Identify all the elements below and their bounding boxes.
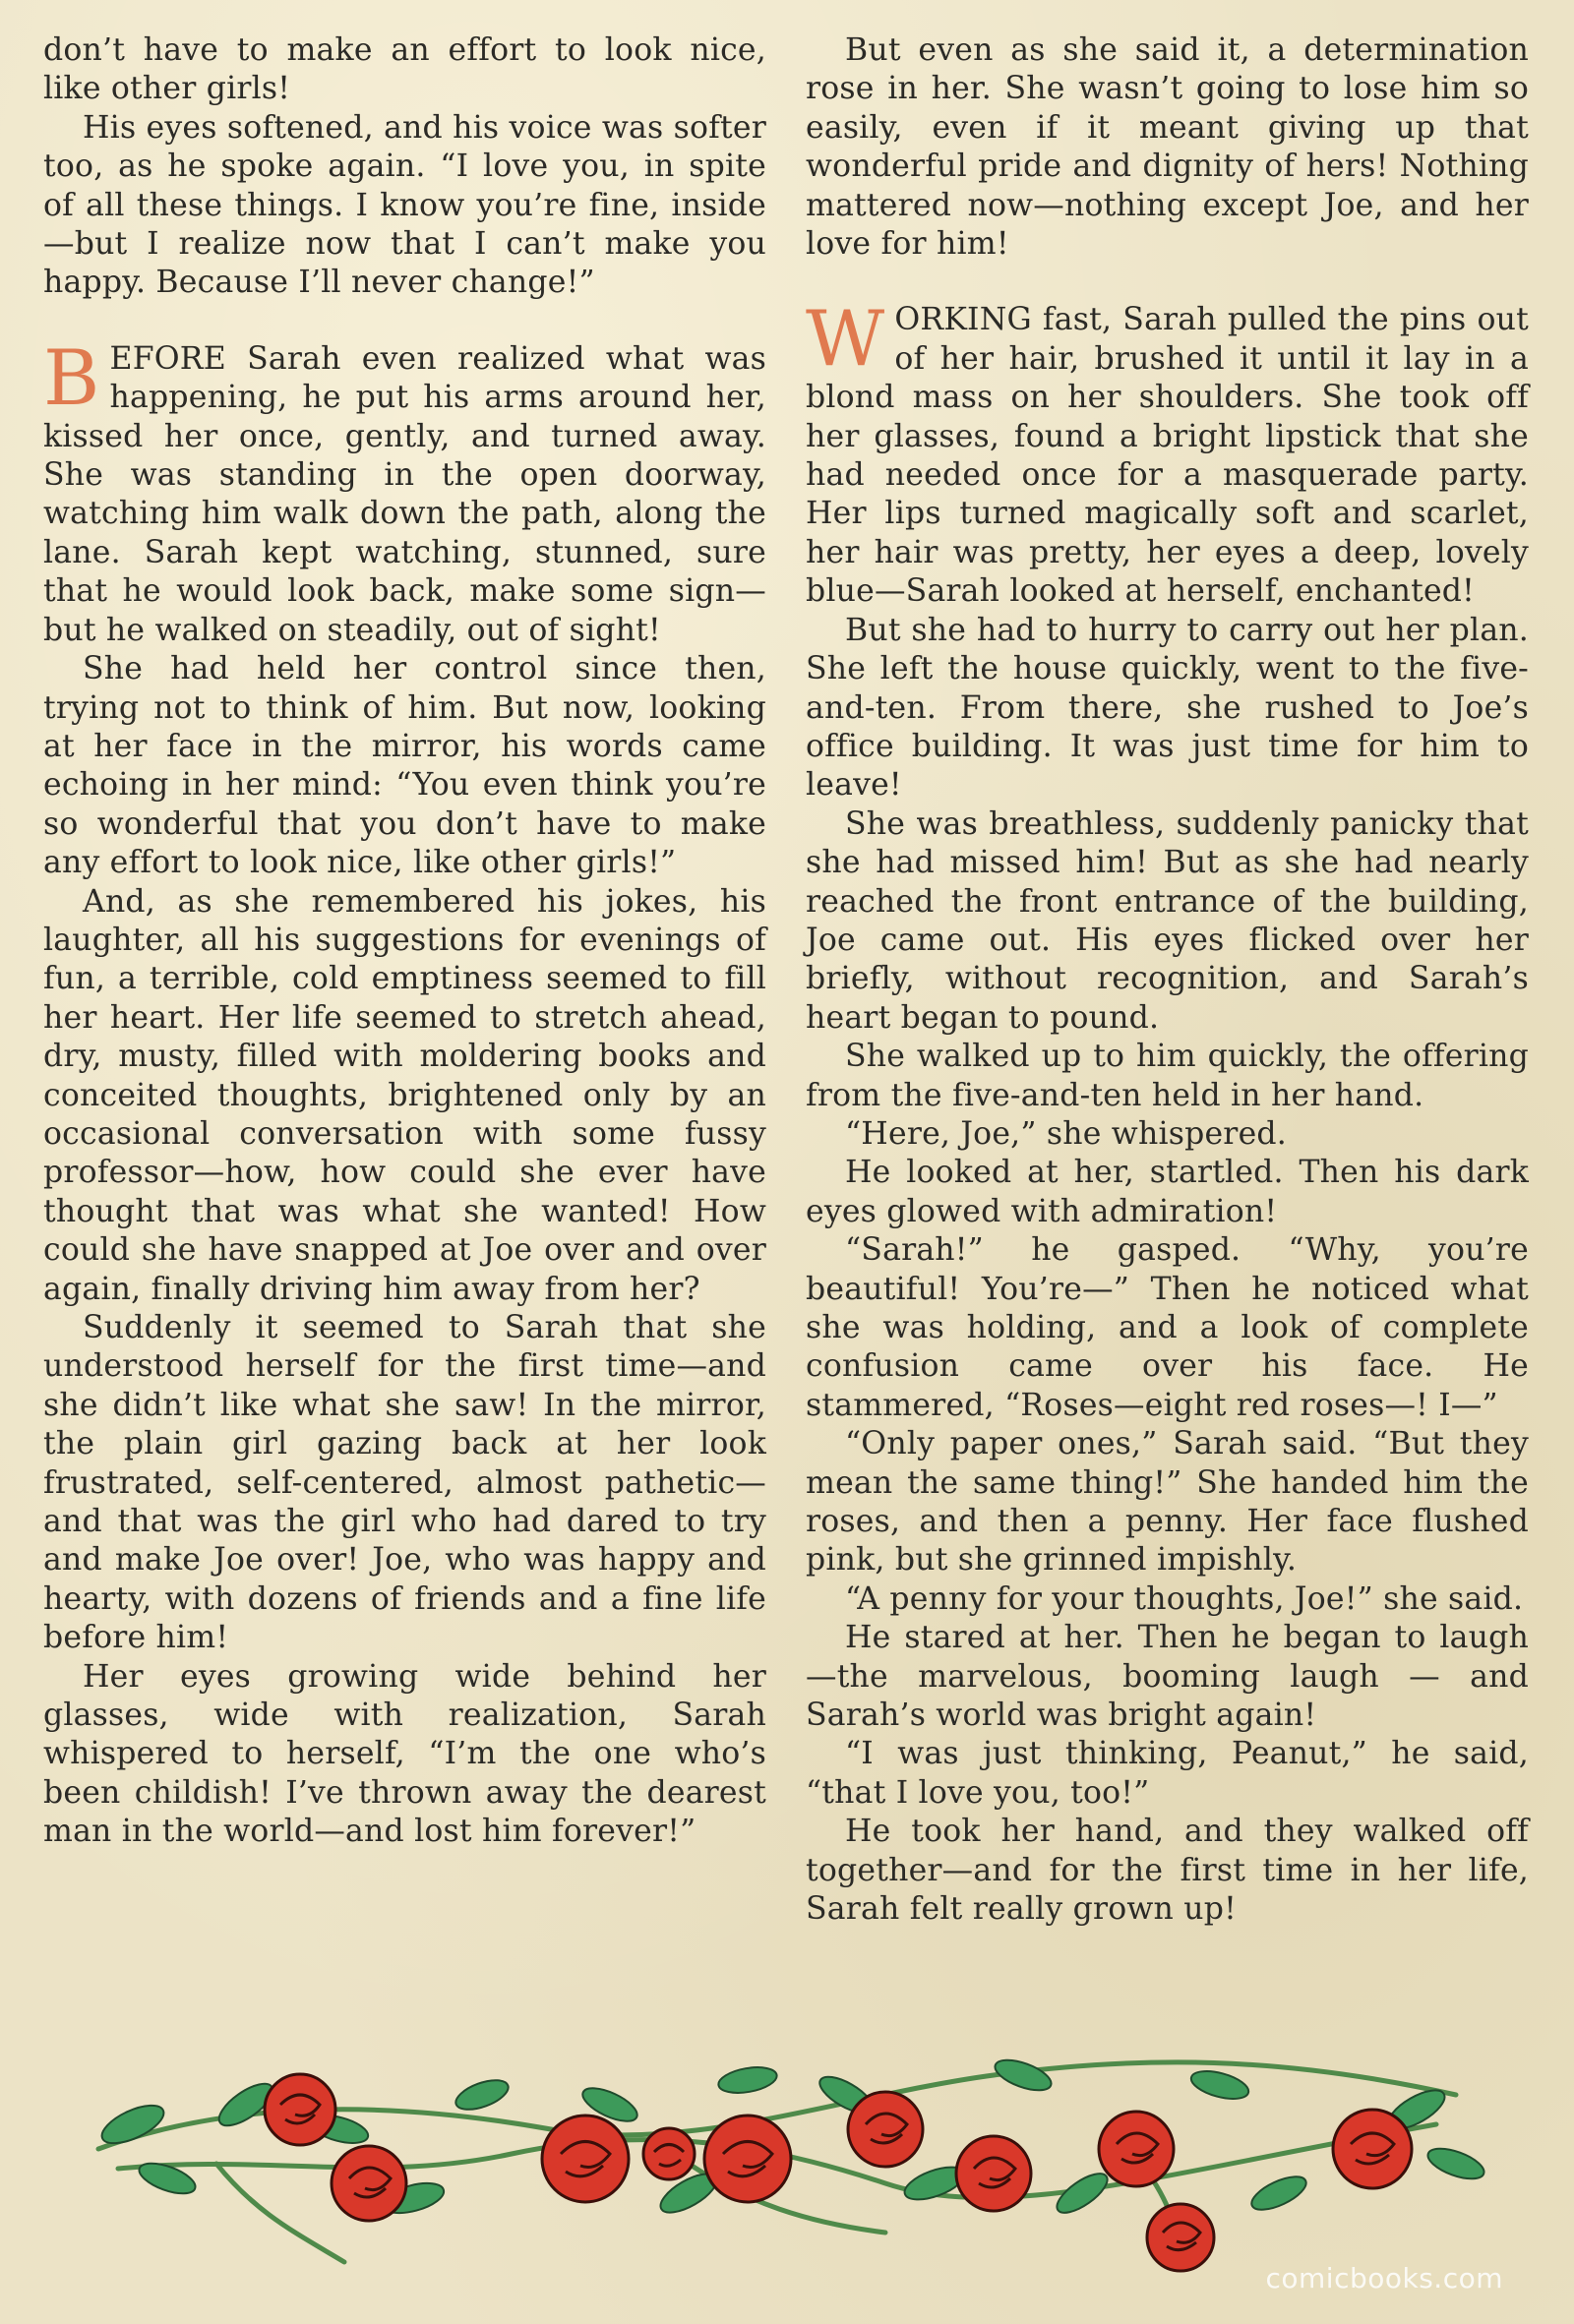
paragraph: Suddenly it seemed to Sarah that she understood herself for the first time—and she didn’t like what she saw! In the mirror, the plain girl gazing back at her look frustrated, self-centered, almost pathetic—and that was the girl who had dared to try and make Joe over! Joe, who was happy and hearty, with dozens of friends and a fine life before him! — [43, 1310, 766, 1656]
rose — [848, 2092, 923, 2167]
rose — [643, 2128, 695, 2179]
paragraph-text: EFORE Sarah even realized what was happening, he put his arms around her, kissed her once, gently, and turned away. She was standing in the open doorway, watching him walk down the path, along the lane. Sarah kept watching, stunned, sure that he would look back, make some sign—but he walked on steadily, out of sight! — [43, 340, 766, 648]
paragraph: And, as she remembered his jokes, his laughter, all his suggestions for evenings of fun, a terrible, cold emptiness seemed to fill her heart. Her life seemed to stretch ahead, dry, musty, filled with moldering books and conceited thoughts, brightened only by an occasional conversation with some fussy professor—how, how could she ever have thought that was what she wanted! How could she have snapped at Joe over and over again, finally driving him away from her? — [43, 883, 766, 1307]
rose — [1099, 2112, 1174, 2186]
rose — [1333, 2110, 1412, 2188]
paragraph: But she had to hurry to carry out her plan. She left the house quickly, went to the five-and-ten. From there, she rushed to Joe’s office building. It was just time for him to leave! — [806, 612, 1529, 804]
watermark: comicbooks.com — [1265, 2262, 1503, 2294]
paragraph: “Here, Joe,” she whispered. — [845, 1115, 1287, 1152]
paragraph: “I was just thinking, Peanut,” he said, “that I love you, too!” — [806, 1736, 1529, 1811]
rose — [956, 2136, 1031, 2211]
paragraph: “A penny for your thoughts, Joe!” she said. — [845, 1580, 1524, 1617]
story-page — [43, 31, 1539, 2038]
paragraph-with-drop-cap — [806, 295, 1529, 611]
paragraph-text: ORKING fast, Sarah pulled the pins out of her hair, brushed it until it lay in a blond mass on her shoulders. She took off her glasses, found a bright lipstick that she had needed once for a masquerade party. Her lips turned magically soft and scarlet, her hair was pretty, her eyes a deep, lovely blue—Sarah looked at herself, enchanted! — [806, 302, 1529, 610]
paragraph-with-drop-cap — [43, 333, 766, 650]
paragraph: His eyes softened, and his voice was softer too, as he spoke again. “I love you, in spite of all these things. I know you’re fine, inside—but I realize now that I can’t make you happy. Because I’ll never change!” — [43, 109, 766, 301]
text-column-right — [806, 31, 1529, 1930]
rose — [265, 2074, 335, 2145]
paragraph: Her eyes growing wide behind her glasses, wide with realization, Sarah whispered to herself, “I’m the one who’s been childish! I’ve thrown away the dearest man in the world—and lost him forever!” — [43, 1658, 766, 1850]
paragraph: She was breathless, suddenly panicky that she had missed him! But as she had nearly reached the front entrance of the building, Joe came out. His eyes flicked over her briefly, without recognition, and Sarah’s heart began to pound. — [806, 805, 1529, 1036]
paragraph: “Sarah!” he gasped. “Why, you’re beautiful! You’re—” Then he noticed what she was holding, and a look of complete confusion came over his face. He stammered, “Roses—eight red roses—! I—” — [806, 1232, 1529, 1423]
paragraph: “Only paper ones,” Sarah said. “But they mean the same thing!” She handed him the roses, and then a penny. Her face flushed pink, but she grinned impishly. — [806, 1426, 1529, 1579]
paragraph: But even as she said it, a determination rose in her. She wasn’t going to lose him so easily, even if it meant giving up that wonderful pride and dignity of hers! Nothing mattered now—nothing except Joe, and her love for him! — [806, 32, 1529, 263]
text-column-left — [43, 31, 766, 1852]
paragraph: He took her hand, and they walked off together—and for the first time in her life, Sarah felt really grown up! — [806, 1814, 1529, 1928]
paragraph: She had held her control since then, trying not to think of him. But now, looking at her face in the mirror, his words came echoing in her mind: “You even think you’re so wonderful that you don’t have to make any effort to look nice, like other girls!” — [43, 651, 766, 881]
paragraph: She walked up to him quickly, the offering from the five-and-ten held in her hand. — [806, 1039, 1529, 1113]
rose — [542, 2115, 629, 2202]
paragraph: He stared at her. Then he began to laugh —the marvelous, booming laugh — and Sarah’s world was bright again! — [806, 1620, 1529, 1734]
rose — [704, 2115, 791, 2202]
drop-cap-letter: W — [806, 295, 885, 385]
paragraph: He looked at her, startled. Then his dark eyes glowed with admiration! — [806, 1155, 1529, 1229]
drop-cap-letter: B — [43, 333, 100, 423]
rose — [1147, 2204, 1214, 2271]
paragraph: don’t have to make an effort to look nice, like other girls! — [43, 32, 766, 107]
rose — [332, 2146, 406, 2221]
